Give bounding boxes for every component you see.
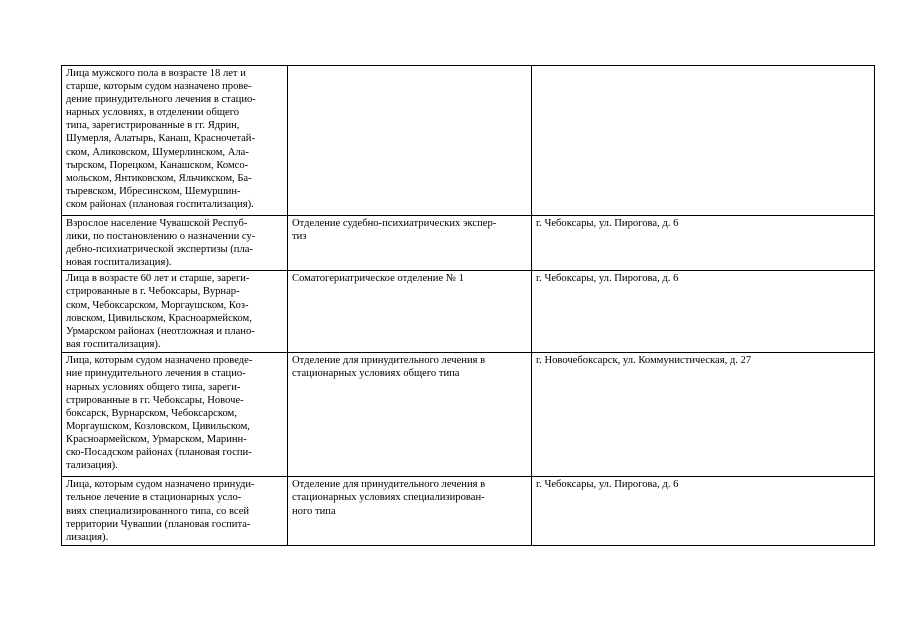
table-row	[62, 216, 875, 271]
department-text: Отделение для принудительного лечения в стационарных условиях общего типа	[292, 355, 486, 380]
department-text: Соматогериатрическое отделение № 1	[292, 273, 464, 285]
address-text: г. Чебоксары, ул. Пирогова, д. 6	[536, 218, 679, 229]
table-row	[62, 353, 875, 477]
address-cell	[532, 66, 875, 216]
department-cell	[288, 216, 532, 271]
table-row	[62, 271, 875, 353]
address-text: г. Новочебоксарск, ул. Коммунистическая, д. 27	[536, 355, 752, 367]
population-text: Лица, которым судом назначено проведе- ние принудительного лечения в стацио- нарных условиях общего типа, зареги- стрированные в гг. Чебоксары, Новоче- боксарск, Вурнарском, Чебоксарском, Моргаушском, Козловском, Цивильском, Красноармейском, Урмарском, Маринн- ско-Посадском районах (плановая госпи- тализация).	[66, 355, 253, 472]
address-text: г. Чебоксары, ул. Пирогова, д. 6	[536, 479, 679, 491]
table-row	[62, 66, 875, 216]
population-cell	[62, 66, 288, 216]
address-cell	[532, 216, 875, 271]
table-row	[62, 477, 875, 545]
population-text: Лица, которым судом назначено принуди- тельное лечение в стационарных усло- виях специализированного типа, со всей территории Чувашии (плановая госпита- лизация).	[66, 479, 255, 543]
population-text: Лица мужского пола в возрасте 18 лет и старше, которым судом назначено прове- дение принудительного лечения в стацио- нарных условиях, в отделении общего типа, зарегистрированные в гг. Ядрин, Шумерля, Алатырь, Канаш, Красночетай- ском, Аликовском, Шумерлинском, Ала- тырском, Порецком, Канашском, Комсо- мольском, Янтиковском, Яльчикском, Ба- тыревском, Ибресинском, Шемуршин- ском районах (плановая госпитализация).	[66, 68, 256, 210]
address-cell	[532, 353, 875, 477]
address-cell	[532, 271, 875, 353]
population-cell	[62, 353, 288, 477]
department-cell	[288, 353, 532, 477]
address-text: г. Чебоксары, ул. Пирогова, д. 6	[536, 273, 679, 285]
department-cell	[288, 66, 532, 216]
population-cell	[62, 271, 288, 353]
hospitalization-table	[61, 65, 875, 546]
population-text: Взрослое население Чувашской Респуб- лики, по постановлению о назначении су- дебно-психиатрической экспертизы (пла- новая госпитализация).	[66, 218, 256, 269]
population-cell	[62, 216, 288, 271]
department-cell	[288, 477, 532, 545]
population-text: Лица в возрасте 60 лет и старше, зареги- стрированные в г. Чебоксары, Вурнар- ском, Чебоксарском, Моргаушском, Коз- ловском, Цивильском, Красноармейском, Урмарском районах (неотложная и плано- вая госпитализация).	[66, 273, 255, 350]
department-text: Отделение для принудительного лечения в стационарных условиях специализирован- ного типа	[292, 479, 486, 517]
department-cell	[288, 271, 532, 353]
address-cell	[532, 477, 875, 545]
population-cell	[62, 477, 288, 545]
department-text: Отделение судебно-психиатрических экспер- тиз	[292, 218, 497, 243]
